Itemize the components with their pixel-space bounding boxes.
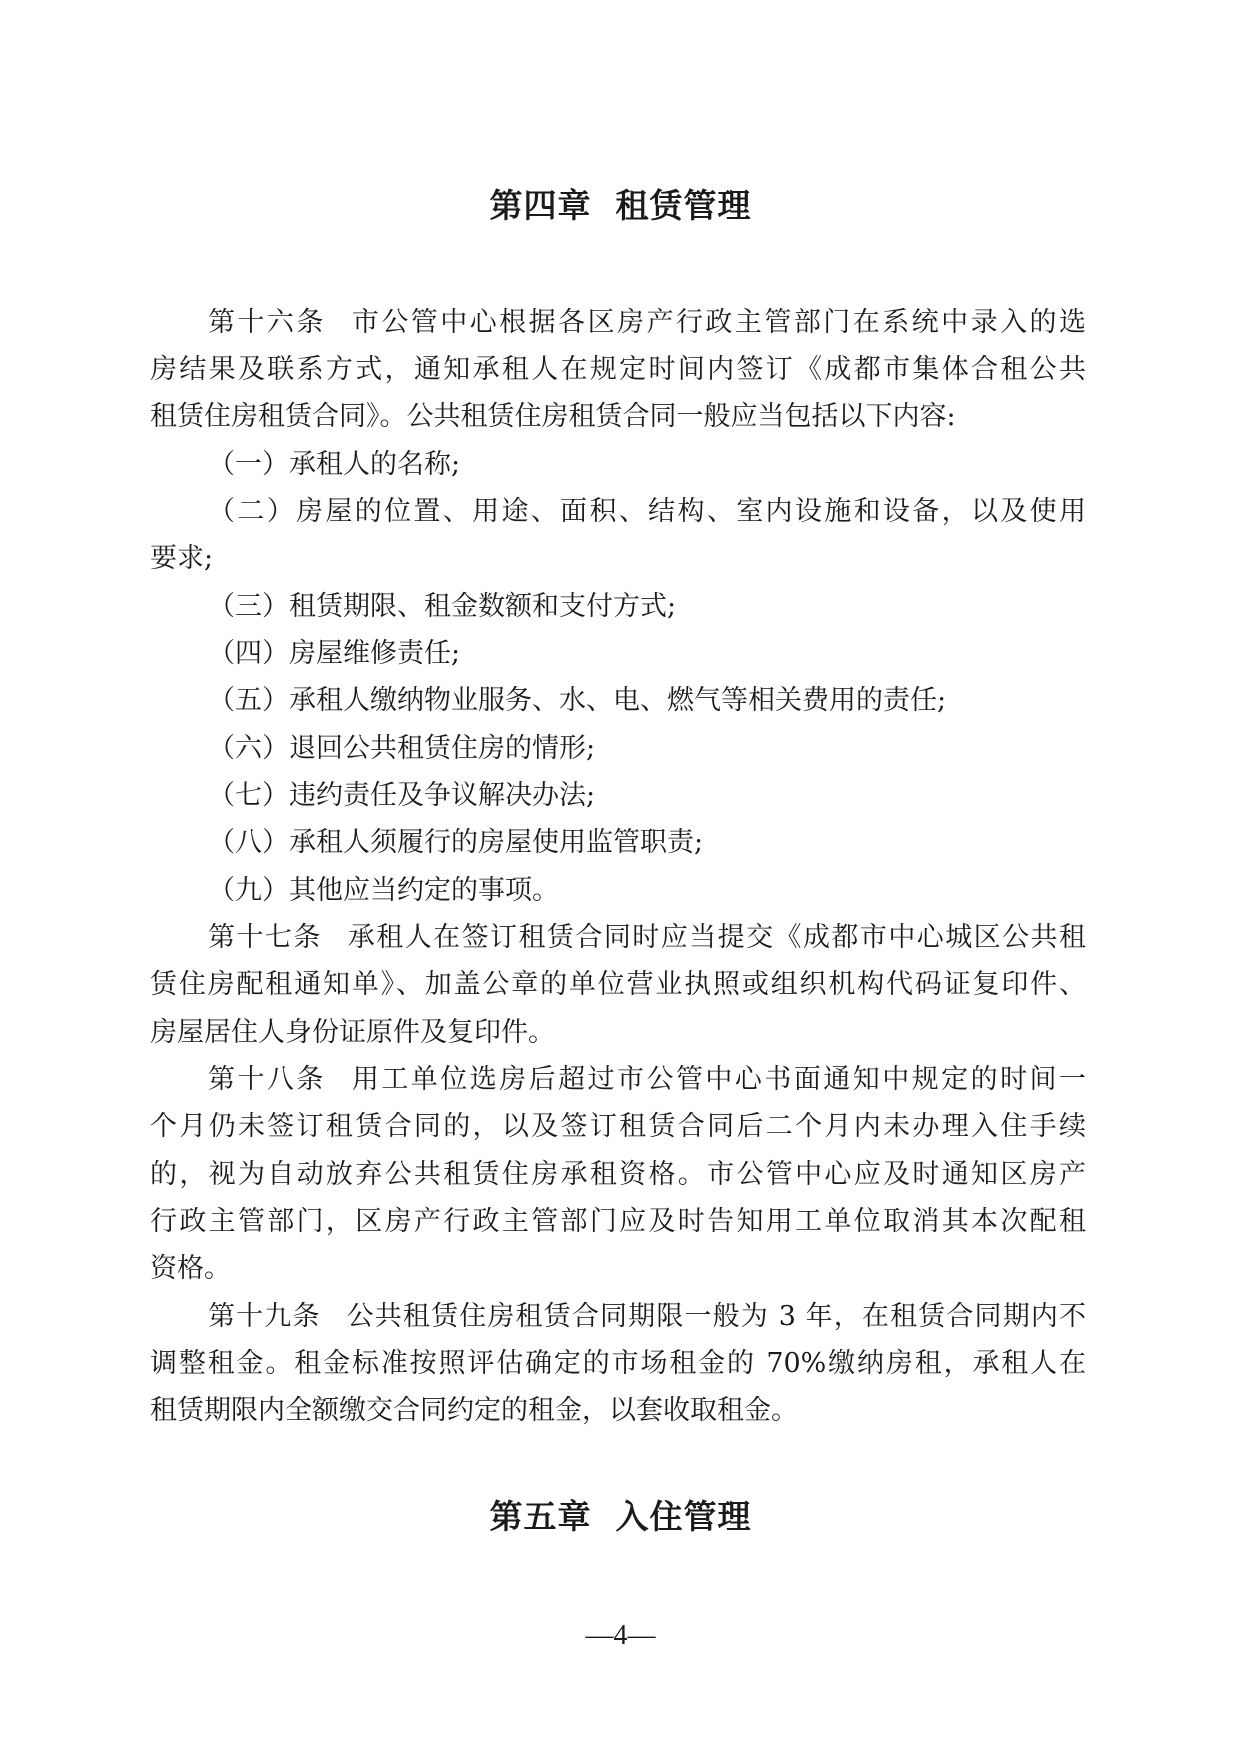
list-item: （七）违约责任及争议解决办法; bbox=[208, 780, 596, 811]
list-item: （一）承租人的名称; bbox=[208, 449, 461, 480]
list-item: （八）承租人须履行的房屋使用监管职责; bbox=[208, 827, 704, 858]
chapter-5-heading bbox=[0, 1497, 1241, 1537]
chapter-5-title: 入住管理 bbox=[615, 1497, 752, 1536]
article-17-line-3: 房屋居住人身份证原件及复印件。 bbox=[150, 1017, 555, 1048]
article-18-label: 第十八条 bbox=[208, 1064, 326, 1095]
list-item: （二）房屋的位置、用途、面积、结构、室内设施和设备，以及使用 bbox=[208, 496, 1086, 527]
article-16-line-3: 租赁住房租赁合同》。公共租赁住房租赁合同一般应当包括以下内容: bbox=[150, 401, 956, 432]
chapter-4-title: 租赁管理 bbox=[615, 186, 752, 225]
article-16-label: 第十六条 bbox=[208, 307, 326, 338]
list-item: （三）租赁期限、租金数额和支付方式; bbox=[208, 591, 677, 622]
page-number: —4— bbox=[585, 1620, 656, 1651]
article-19-label: 第十九条 bbox=[208, 1301, 321, 1332]
article-19-line-3: 租赁期限内全额缴交合同约定的租金，以套收取租金。 bbox=[150, 1395, 798, 1426]
list-item: （九）其他应当约定的事项。 bbox=[208, 875, 559, 906]
article-18-line-3: 的，视为自动放弃公共租赁住房承租资格。市公管中心应及时通知区房产 bbox=[150, 1159, 1086, 1190]
chapter-5-number: 第五章 bbox=[489, 1497, 592, 1536]
article-17-label: 第十七条 bbox=[208, 922, 322, 953]
article-19-line-2: 调整租金。租金标准按照评估确定的市场租金的 70%缴纳房租，承租人在 bbox=[150, 1348, 1086, 1379]
list-item: （五）承租人缴纳物业服务、水、电、燃气等相关费用的责任; bbox=[208, 685, 947, 716]
chapter-4-heading bbox=[0, 186, 1241, 226]
article-17-line-1: 第十七条 承租人在签订租赁合同时应当提交《成都市中心城区公共租 bbox=[208, 922, 1087, 953]
article-16-line-2: 房结果及联系方式，通知承租人在规定时间内签订《成都市集体合租公共 bbox=[150, 354, 1086, 385]
list-item-continuation: 要求; bbox=[150, 543, 214, 574]
article-17-line-2: 赁住房配租通知单》、加盖公章的单位营业执照或组织机构代码证复印件、 bbox=[150, 969, 1086, 1000]
article-19-line-1: 第十九条 公共租赁住房租赁合同期限一般为 3 年，在租赁合同期内不 bbox=[208, 1301, 1087, 1332]
article-18-line-4: 行政主管部门，区房产行政主管部门应及时告知用工单位取消其本次配租 bbox=[150, 1206, 1086, 1237]
article-18-line-1: 第十八条 用工单位选房后超过市公管中心书面通知中规定的时间一 bbox=[208, 1064, 1087, 1095]
article-18-line-2: 个月仍未签订租赁合同的，以及签订租赁合同后二个月内未办理入住手续 bbox=[150, 1111, 1086, 1142]
list-item: （六）退回公共租赁住房的情形; bbox=[208, 733, 596, 764]
article-18-line-5: 资格。 bbox=[150, 1253, 231, 1284]
list-item: （四）房屋维修责任; bbox=[208, 638, 461, 669]
article-16-line-1: 第十六条 市公管中心根据各区房产行政主管部门在系统中录入的选 bbox=[208, 307, 1087, 338]
chapter-4-number: 第四章 bbox=[489, 186, 592, 225]
